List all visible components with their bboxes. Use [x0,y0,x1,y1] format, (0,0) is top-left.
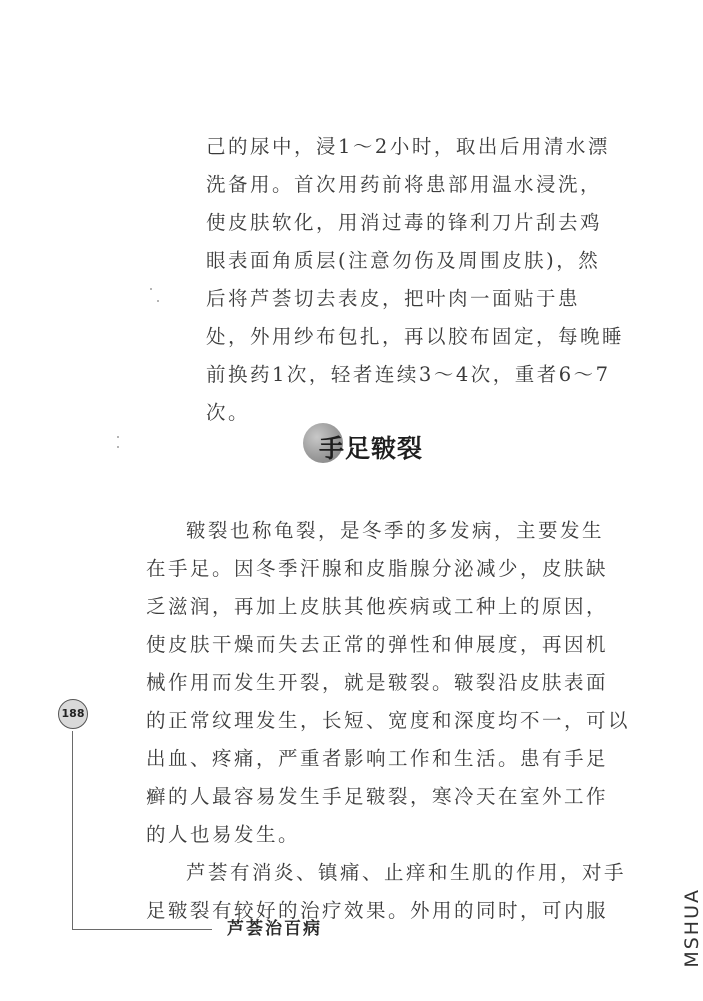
footer-horizontal-rule [72,929,212,930]
text-line: 在手足。因冬季汗腺和皮脂腺分泌减少，皮肤缺 [146,557,609,580]
text-line: 己的尿中，浸1～2小时，取出后用清水漂 [206,135,610,158]
text-line: 使皮肤软化，用消过毒的锋利刀片刮去鸡 [206,211,603,234]
text-line: 使皮肤干燥而失去正常的弹性和伸展度，再因机 [146,633,609,656]
section-title: 手足皲裂 [319,434,424,463]
scan-speck [117,436,119,438]
text-line: 眼表面角质层(注意勿伤及周围皮肤)，然 [206,249,601,272]
scan-speck [157,300,159,302]
text-line: 处，外用纱布包扎，再以胶布固定，每晚睡 [206,325,625,348]
text-line: 后将芦荟切去表皮，把叶肉一面贴于患 [206,287,581,310]
text-line: 足皲裂有较好的治疗效果。外用的同时，可内服 [146,899,609,922]
margin-vertical-rule [72,731,73,930]
text-line: 前换药1次，轻者连续3～4次，重者6～7 [206,363,611,386]
scan-speck [150,288,152,290]
text-line: 的正常纹理发生，长短、宽度和深度均不一，可以 [146,709,631,732]
scan-speck [117,446,119,448]
paragraph-continued [206,128,624,432]
text-line: 乏滋润，再加上皮肤其他疾病或工种上的原因， [146,595,609,618]
text-line: 械作用而发生开裂，就是皲裂。皲裂沿皮肤表面 [146,671,609,694]
section-heading [303,423,503,469]
text-line: 出血、疼痛，严重者影响工作和生活。患有手足 [146,747,609,770]
running-footer-title: 芦荟治百病 [227,919,322,939]
watermark-text: MSHUA [681,888,703,968]
text-line: 的人也易发生。 [146,823,301,846]
text-line: 皲裂也称龟裂，是冬季的多发病，主要发生 [186,519,605,542]
text-line: 癣的人最容易发生手足皲裂，寒冷天在室外工作 [146,785,609,808]
text-line: 芦荟有消炎、镇痛、止痒和生肌的作用，对手 [186,861,627,884]
text-line: 洗备用。首次用药前将患部用温水浸洗， [206,173,603,196]
text-line: 次。 [206,401,251,424]
page-number-badge: 188 [58,699,88,729]
section-body [146,512,630,930]
